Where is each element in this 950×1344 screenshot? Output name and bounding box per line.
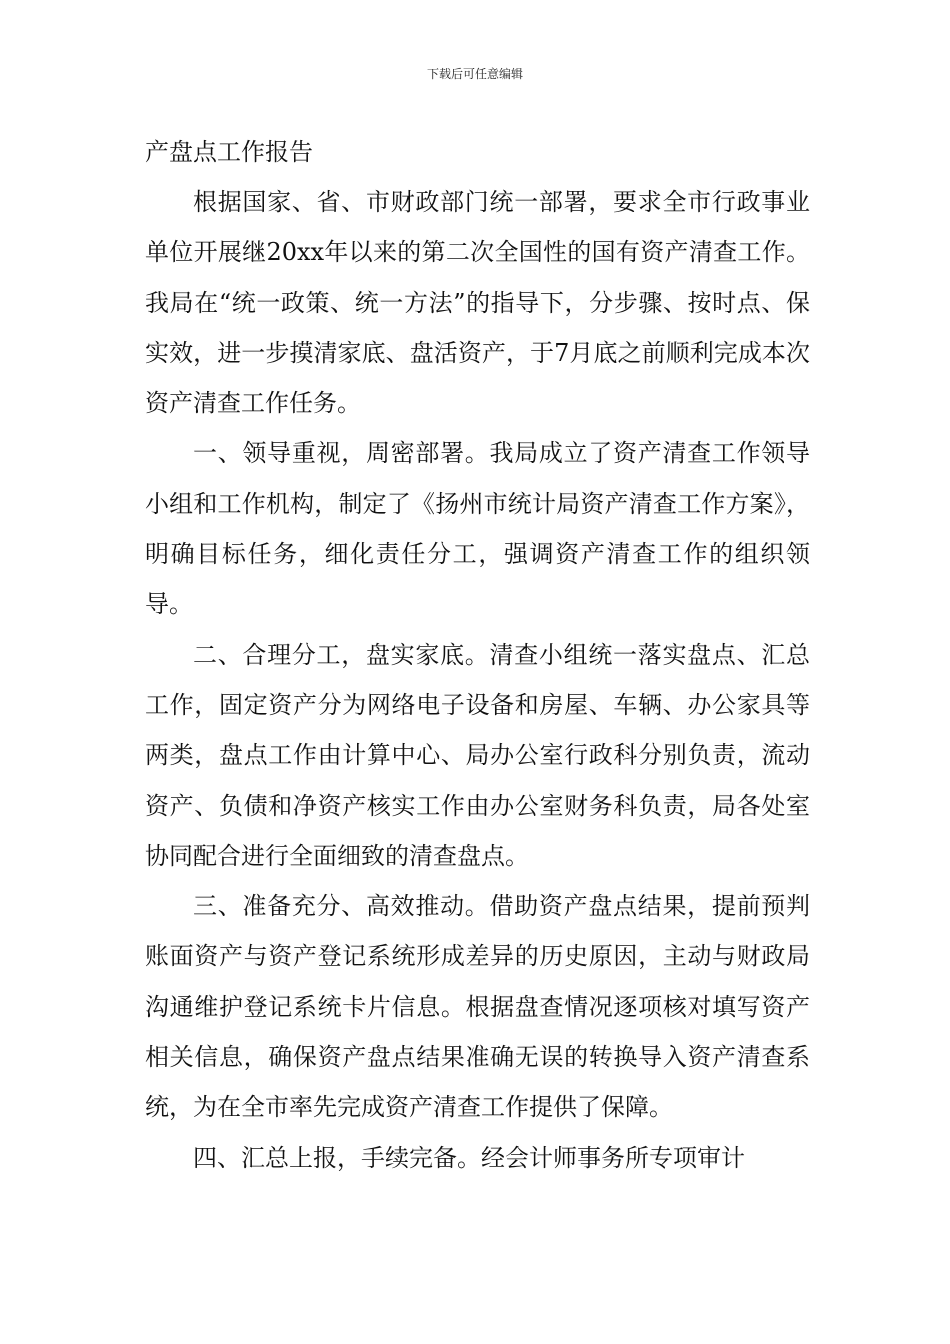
paragraph-section-3: 三、准备充分、高效推动。借助资产盘点结果，提前预判账面资产与资产登记系统形成差异的历史原因，主动与财政局沟通维护登记系统卡片信息。根据盘查情况逐项核对填写资产相关信息，确保资产盘点结果准确无误的转换导入资产清查系统，为在全市率先完成资产清查工作提供了保障。 [145,892,810,1122]
paragraph-section-2: 二、合理分工，盘实家底。清查小组统一落实盘点、汇总工作，固定资产分为网络电子设备和房屋、车辆、办公家具等两类，盘点工作由计算中心、局办公室行政科分别负责，流动资产、负债和净资产核实工作由办公室财务科负责，局各处室协同配合进行全面细致的清查盘点。 [145,640,810,870]
document-title: 产盘点工作报告 [145,138,313,166]
document-body [145,127,810,1183]
paragraph-section-1: 一、领导重视，周密部署。我局成立了资产清查工作领导小组和工作机构，制定了《扬州市统计局资产清查工作方案》，明确目标任务，细化责任分工，强调资产清查工作的组织领导。 [145,439,810,619]
paragraph-intro: 根据国家、省、市财政部门统一部署，要求全市行政事业单位开展继20xx年以来的第二次全国性的国有资产清查工作。我局在“统一政策、统一方法”的指导下，分步骤、按时点、保实效，进一步摸清家底、盘活资产，于7月底之前顺利完成本次资产清查工作任务。 [145,188,810,418]
paragraph-section-4: 四、汇总上报，手续完备。经会计师事务所专项审计 [193,1143,745,1172]
page-header-note: 下载后可任意编辑 [426,67,523,81]
